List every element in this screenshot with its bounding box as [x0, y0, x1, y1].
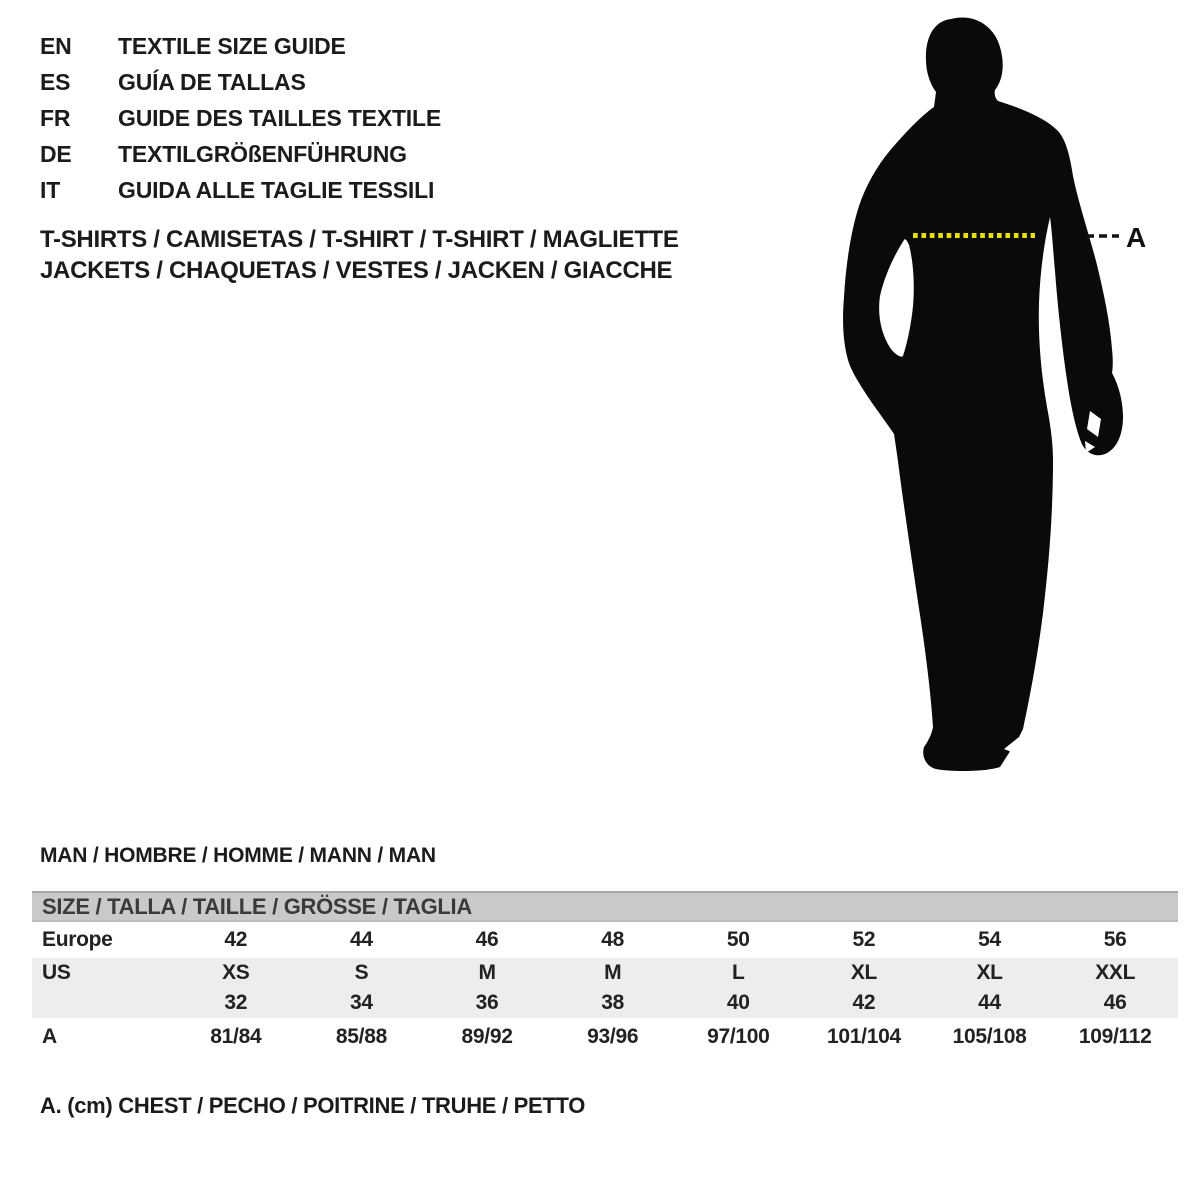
language-row	[40, 172, 441, 208]
language-row	[40, 100, 441, 136]
size-cell: L	[732, 961, 745, 984]
size-cell: 48	[601, 928, 625, 951]
size-cell: 46	[1103, 991, 1127, 1014]
size-cell: 42	[852, 991, 876, 1014]
language-row	[40, 64, 441, 100]
size-cell: 93/96	[587, 1025, 639, 1048]
size-cell: XXL	[1095, 961, 1136, 984]
size-cell: 81/84	[210, 1025, 262, 1048]
size-cell: 34	[350, 991, 373, 1014]
table-header-banner: SIZE / TALLA / TAILLE / GRÖSSE / TAGLIA	[32, 891, 1178, 922]
table-row-numeric	[32, 988, 1178, 1018]
row-label: Europe	[42, 928, 113, 951]
language-code: IT	[40, 176, 61, 203]
category-list	[40, 224, 679, 286]
measure-label-a: A	[1126, 222, 1147, 253]
size-cell: 46	[475, 928, 499, 951]
row-label: A	[42, 1025, 57, 1048]
language-code: EN	[40, 32, 72, 59]
language-row	[40, 136, 441, 172]
table-row-us	[32, 958, 1178, 988]
language-title: GUIDA ALLE TAGLIE TESSILI	[118, 176, 435, 203]
size-cell: XS	[222, 961, 250, 984]
size-cell: 109/112	[1078, 1025, 1152, 1048]
man-silhouette	[800, 0, 1200, 800]
category-jackets: JACKETS / CHAQUETAS / VESTES / JACKEN / GIACCHE	[40, 257, 673, 284]
language-code: FR	[40, 104, 71, 131]
size-cell: 85/88	[335, 1025, 387, 1048]
language-code: DE	[40, 140, 72, 167]
language-title: GUIDE DES TAILLES TEXTILE	[118, 104, 441, 131]
size-cell: 32	[224, 991, 248, 1014]
size-cell: 105/108	[952, 1025, 1027, 1048]
language-title: TEXTILGRÖßENFÜHRUNG	[118, 140, 407, 167]
size-cell: 42	[224, 928, 248, 951]
table-row-chest	[32, 1018, 1178, 1056]
language-row	[40, 28, 441, 64]
language-list	[40, 28, 441, 208]
size-cell: M	[604, 961, 622, 984]
language-code: ES	[40, 68, 71, 95]
size-cell: 52	[852, 928, 876, 951]
size-cell: 44	[350, 928, 373, 951]
measurement-footnote: A. (cm) CHEST / PECHO / POITRINE / TRUHE / PETTO	[40, 1093, 586, 1118]
size-cell: 50	[726, 928, 750, 951]
language-title: TEXTILE SIZE GUIDE	[118, 32, 346, 59]
section-title: MAN / HOMBRE / HOMME / MANN / MAN	[40, 844, 436, 867]
size-cell: 54	[978, 928, 1001, 951]
size-table	[32, 891, 1178, 1056]
size-cell: 101/104	[827, 1025, 901, 1048]
man-silhouette-body	[843, 17, 1123, 771]
category-tshirts: T-SHIRTS / CAMISETAS / T-SHIRT / T-SHIRT / MAGLIETTE	[40, 226, 679, 253]
size-cell: 89/92	[461, 1025, 513, 1048]
row-label: US	[42, 961, 71, 984]
size-cell: 97/100	[707, 1025, 770, 1048]
language-title: GUÍA DE TALLAS	[118, 68, 306, 95]
size-cell: 36	[475, 991, 499, 1014]
size-cell: 40	[726, 991, 750, 1014]
size-cell: XL	[850, 961, 878, 984]
size-cell: S	[354, 961, 369, 984]
size-cell: 38	[601, 991, 625, 1014]
size-cell: 44	[978, 991, 1001, 1014]
size-cell: 56	[1103, 928, 1127, 951]
size-cell: M	[478, 961, 496, 984]
size-cell: XL	[976, 961, 1003, 984]
table-row-europe	[32, 922, 1178, 958]
